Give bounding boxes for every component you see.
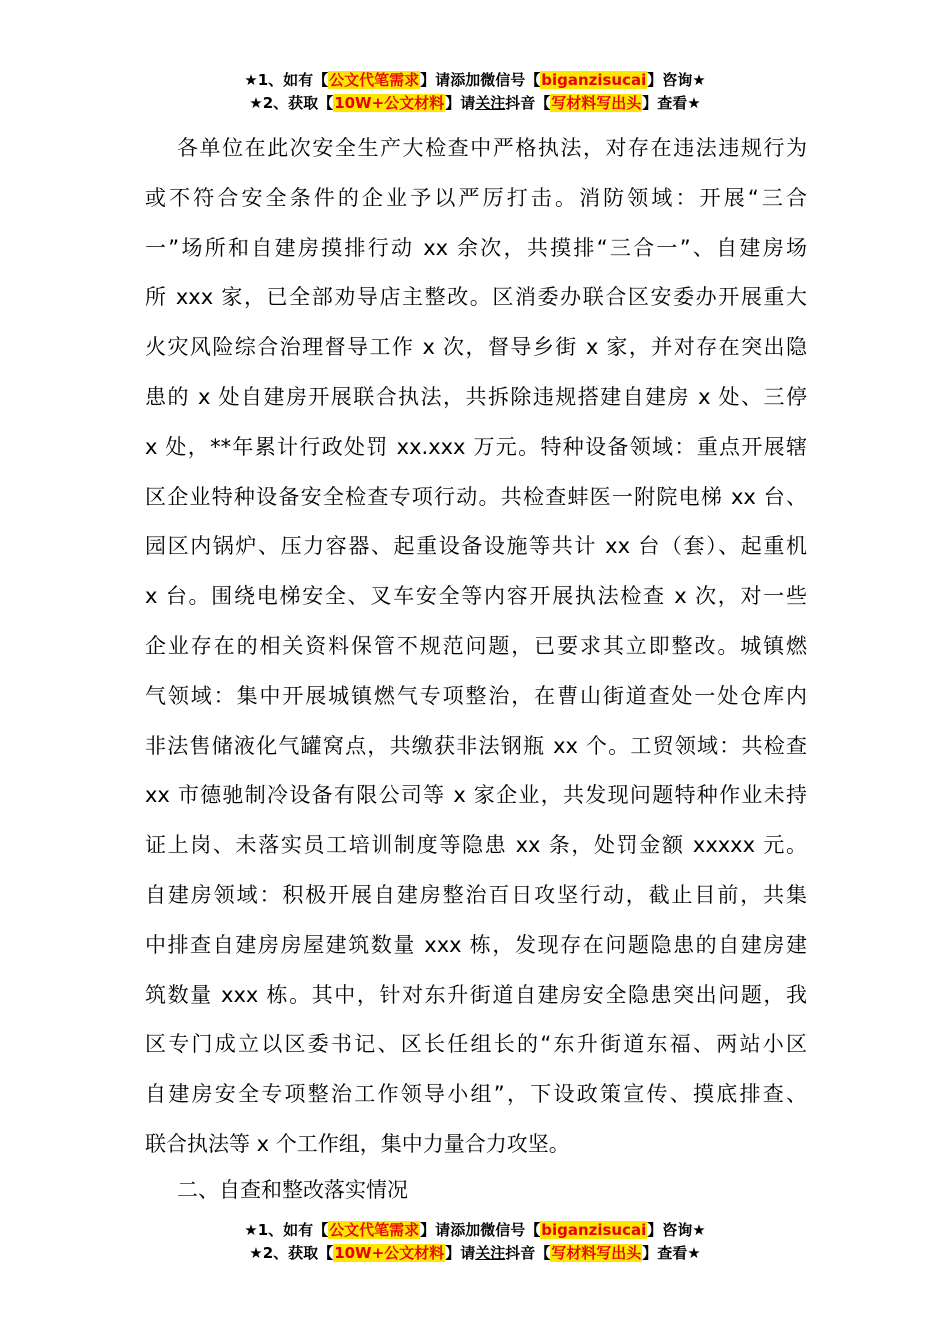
banner-text: 】咨询★	[647, 71, 706, 89]
paragraph-line: 区专门成立以区委书记、区长任组长的“东升街道东福、两站小区	[145, 1032, 807, 1057]
paragraph-line: 中排查自建房房屋建筑数量 xxx 栋，发现存在问题隐患的自建房建	[145, 932, 807, 957]
paragraph-line: 非法售储液化气罐窝点，共缴获非法钢瓶 xx 个。工贸领域：共检查	[145, 733, 807, 758]
paragraph-line: 患的 x 处自建房开展联合执法，共拆除违规搭建自建房 x 处、三停	[145, 384, 807, 409]
paragraph-line: 自建房领域：积极开展自建房整治百日攻坚行动，截止目前，共集	[145, 882, 807, 907]
body-paragraph	[145, 124, 807, 1170]
banner-line-1	[0, 1219, 950, 1242]
paragraph-line: 各单位在此次安全生产大检查中严格执法，对存在违法违规行为	[177, 136, 807, 160]
bottom-banner	[0, 1219, 950, 1265]
highlight-douyin-account: 写材料写出头	[551, 1244, 642, 1262]
banner-line-1	[0, 69, 950, 92]
banner-text: 抖音【	[505, 94, 551, 112]
banner-text: 微信号【	[480, 71, 541, 89]
section-heading: 二、自查和整改落实情况	[177, 1178, 408, 1202]
banner-text: ★1、如有【	[244, 71, 329, 89]
keyword-follow: 关注	[475, 94, 506, 112]
paragraph-line: x 处，**年累计行政处罚 xx.xxx 万元。特种设备领域：重点开展辖	[145, 434, 807, 459]
keyword-add: 添加	[450, 71, 481, 89]
paragraph-line: 一”场所和自建房摸排行动 xx 余次，共摸排“三合一”、自建房场	[145, 235, 807, 260]
highlight-materials: 10W+公文材料	[334, 94, 445, 112]
highlight-service: 公文代笔需求	[329, 1221, 420, 1239]
paragraph-line: 企业存在的相关资料保管不规范问题，已要求其立即整改。城镇燃	[145, 633, 807, 658]
paragraph-line: 火灾风险综合治理督导工作 x 次，督导乡街 x 家，并对存在突出隐	[145, 335, 807, 360]
banner-text: 】咨询★	[647, 1221, 706, 1239]
paragraph-line: 筑数量 xxx 栋。其中，针对东升街道自建房安全隐患突出问题，我	[145, 982, 807, 1007]
banner-text: 微信号【	[480, 1221, 541, 1239]
highlight-service: 公文代笔需求	[329, 71, 420, 89]
banner-text: 抖音【	[505, 1244, 551, 1262]
keyword-add: 添加	[450, 1221, 481, 1239]
banner-text: ★2、获取【	[249, 94, 334, 112]
paragraph-line: 或不符合安全条件的企业予以严厉打击。消防领域：开展“三合	[145, 185, 807, 210]
keyword-follow: 关注	[475, 1244, 506, 1262]
banner-text: 】查看★	[642, 1244, 701, 1262]
highlight-wechat-id: biganzisucai	[541, 71, 647, 89]
paragraph-line: 区企业特种设备安全检查专项行动。共检查蚌医一附院电梯 xx 台、	[145, 484, 807, 509]
top-banner	[0, 69, 950, 115]
paragraph-line: x 台。围绕电梯安全、叉车安全等内容开展执法检查 x 次，对一些	[145, 584, 807, 609]
banner-text: 】请	[445, 1244, 476, 1262]
banner-text: 】请	[420, 71, 451, 89]
banner-text: 】查看★	[642, 94, 701, 112]
paragraph-line: 证上岗、未落实员工培训制度等隐患 xx 条，处罚金额 xxxxx 元。	[145, 833, 807, 858]
banner-text: 】请	[445, 94, 476, 112]
banner-text: 】请	[420, 1221, 451, 1239]
banner-text: ★2、获取【	[249, 1244, 334, 1262]
paragraph-line: 联合执法等 x 个工作组，集中力量合力攻坚。	[145, 1131, 570, 1156]
paragraph-line: 园区内锅炉、压力容器、起重设备设施等共计 xx 台（套）、起重机	[145, 534, 807, 559]
paragraph-line: 所 xxx 家，已全部劝导店主整改。区消委办联合区安委办开展重大	[145, 285, 807, 310]
highlight-douyin-account: 写材料写出头	[551, 94, 642, 112]
banner-text: ★1、如有【	[244, 1221, 329, 1239]
paragraph-line: xx 市德驰制冷设备有限公司等 x 家企业，共发现问题特种作业未持	[145, 783, 807, 808]
paragraph-line: 气领域：集中开展城镇燃气专项整治，在曹山街道查处一处仓库内	[145, 683, 807, 708]
banner-line-2	[0, 92, 950, 115]
banner-line-2	[0, 1242, 950, 1265]
highlight-materials: 10W+公文材料	[334, 1244, 445, 1262]
paragraph-line: 自建房安全专项整治工作领导小组”，下设政策宣传、摸底排查、	[145, 1082, 807, 1107]
highlight-wechat-id: biganzisucai	[541, 1221, 647, 1239]
